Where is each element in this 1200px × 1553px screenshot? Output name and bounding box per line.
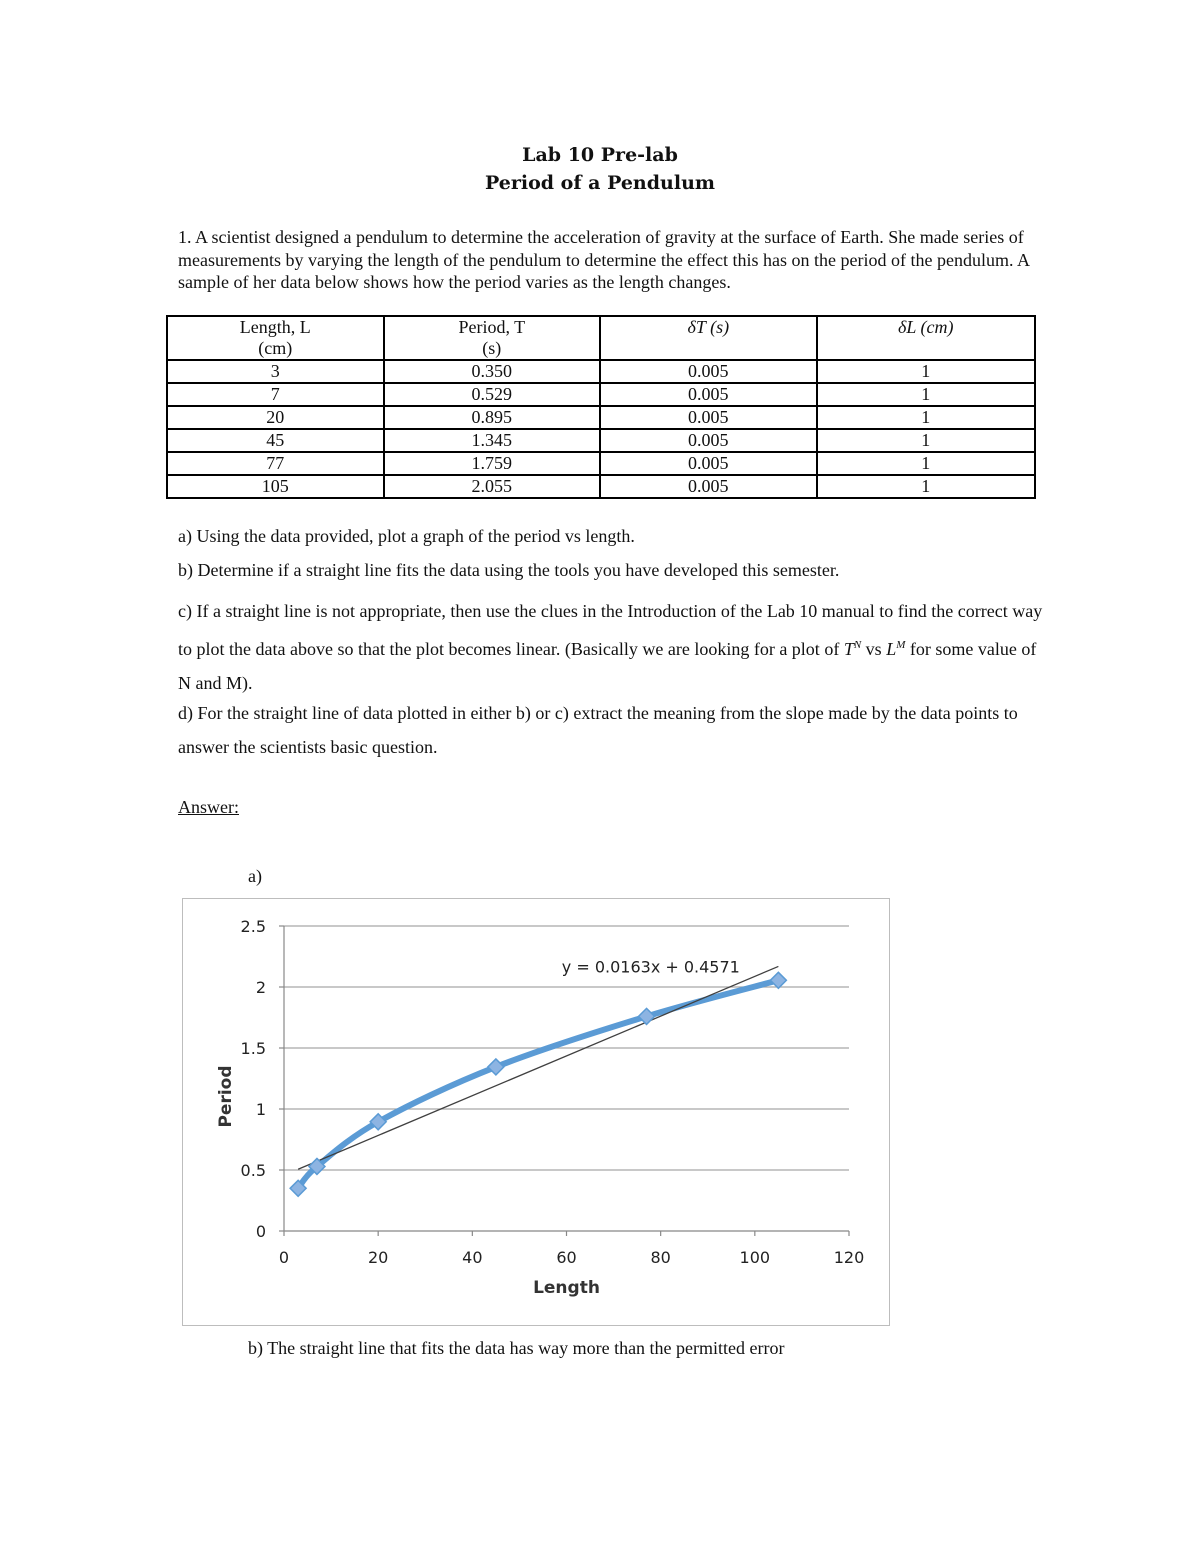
table-row: 7 0.529 0.005 1 <box>167 383 1035 406</box>
x-tick-label: 120 <box>833 1248 865 1267</box>
x-tick-label: 80 <box>650 1248 671 1267</box>
header-period: Period, T (s) <box>384 316 601 360</box>
question-c: c) If a straight line is not appropriate, then use the clues in the Introduction of the Lab 10 manual to find the correct way to plot the data above so that the plot becomes linear. (Basically we are looking for a plot of $T^N$ vs $L^M$ for some value of N and M). <box>178 601 1043 693</box>
table-row: 20 0.895 0.005 1 <box>167 406 1035 429</box>
header-length: Length, L (cm) <box>167 316 384 360</box>
y-tick-label: 0 <box>255 1222 266 1241</box>
period-vs-length-chart <box>182 898 890 1326</box>
x-axis-title: Length <box>533 1278 600 1298</box>
x-tick-label: 100 <box>739 1248 771 1267</box>
l-m-term: $L^M$ <box>886 639 906 659</box>
page-title: Lab 10 Pre-lab <box>522 144 678 166</box>
part-b-answer: b) The straight line that fits the data has way more than the permitted error <box>248 1338 785 1358</box>
intro-paragraph: 1. A scientist designed a pendulum to determine the acceleration of gravity at the surface of Earth. She made series of measurements by varying the length of the pendulum to determine the effect this has on the period of the pendulum. A sample of her data below shows how the period varies as the length changes. <box>178 227 1029 292</box>
table-header-row <box>167 316 1035 360</box>
x-tick-label: 60 <box>556 1248 577 1267</box>
page-subtitle: Period of a Pendulum <box>485 172 715 194</box>
question-b: b) Determine if a straight line fits the data using the tools you have developed this semester. <box>178 560 840 580</box>
data-point <box>488 1059 504 1075</box>
table-row: 77 1.759 0.005 1 <box>167 452 1035 475</box>
x-tick-label: 0 <box>278 1248 290 1267</box>
header-delta-l: δL (cm) <box>817 316 1035 360</box>
x-tick-label: 20 <box>367 1248 389 1267</box>
pendulum-data-table <box>166 315 1036 499</box>
y-tick-label: 1.5 <box>240 1039 266 1058</box>
chart-svg <box>183 899 889 1325</box>
data-point <box>639 1008 655 1024</box>
y-tick-label: 0.5 <box>240 1161 266 1180</box>
y-axis-title: Period <box>216 1065 236 1128</box>
t-n-term: $T^N$ <box>843 639 862 659</box>
table-row: 105 2.055 0.005 1 <box>167 475 1035 498</box>
data-point <box>770 972 786 988</box>
table-row: 3 0.350 0.005 1 <box>167 360 1035 383</box>
y-tick-label: 1 <box>255 1100 266 1119</box>
table-row: 45 1.345 0.005 1 <box>167 429 1035 452</box>
trendline <box>298 966 778 1169</box>
header-delta-t: δT (s) <box>600 316 816 360</box>
series-line <box>298 980 778 1188</box>
part-a-label: a) <box>248 866 262 886</box>
question-a: a) Using the data provided, plot a graph of the period vs length. <box>178 526 635 546</box>
y-tick-label: 2 <box>255 978 266 997</box>
answer-label: Answer: <box>178 797 239 817</box>
y-tick-label: 2.5 <box>240 917 266 936</box>
trendline-equation: y = 0.0163x + 0.4571 <box>561 957 740 977</box>
x-tick-label: 40 <box>462 1248 483 1267</box>
question-d: d) For the straight line of data plotted in either b) or c) extract the meaning from the slope made by the data points to answer the scientists basic question. <box>178 703 1018 757</box>
